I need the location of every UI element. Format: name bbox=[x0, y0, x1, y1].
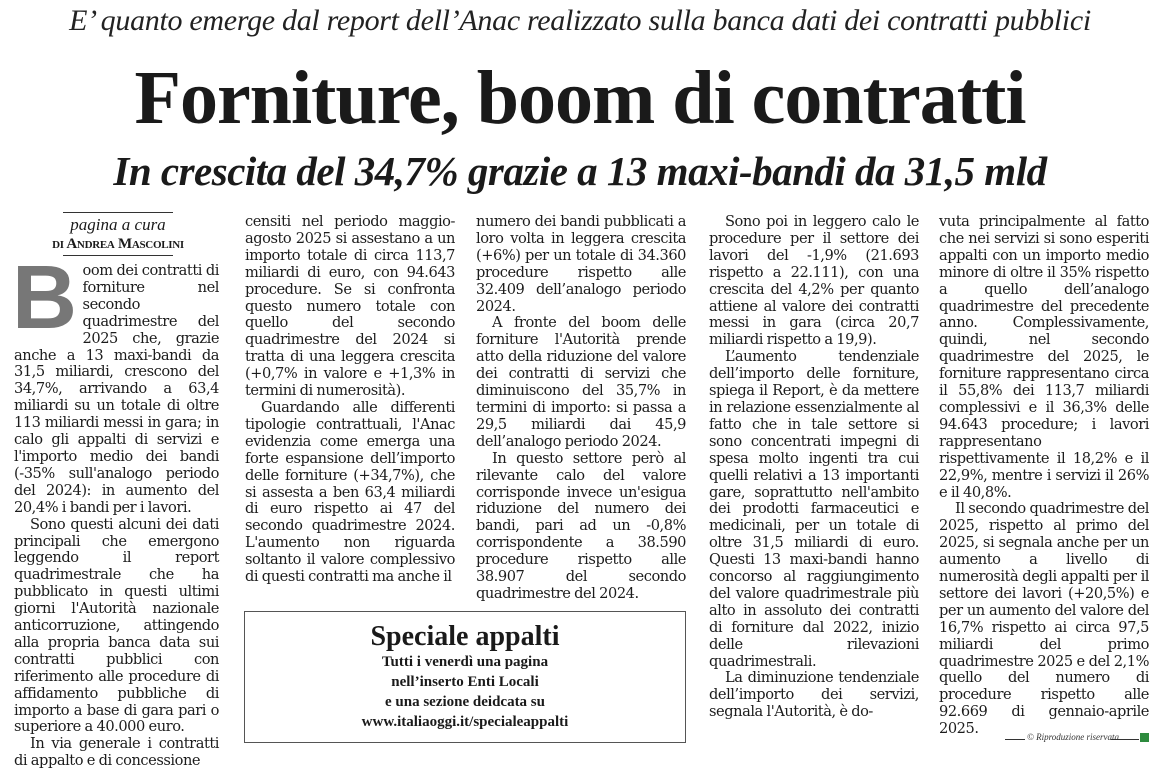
footer-rule bbox=[1111, 739, 1139, 740]
kicker: E’ quanto emerge dal report dell’Anac realizzato sulla banca dati dei contratti pubblici bbox=[69, 4, 1091, 37]
article-column-5 bbox=[939, 214, 1149, 738]
footer-rule bbox=[1005, 739, 1025, 740]
paragraph: vuta principalmente al fatto che nei servizi si sono esperiti appalti con un importo medio minore di oltre il 35% rispetto a quello dell’analogo quadrimestre del precedente anno. Complessivamente, quindi, nel secondo quadrimestre del 2025, le forniture rappresentano circa il 55,8% dei 113,7 miliardi complessivi e il 36,3% delle 94.643 procedure; i lavori rappresentano rispettivamente il 18,2% e il 22,9%, mentre i servizi il 26% e il 40,8%. bbox=[939, 213, 1149, 501]
paragraph: L’aumento tendenziale dell’importo delle forniture, spiega il Report, è da mettere in relazione essenzialmente al fatto che in tale settore si sono concentrati impegni di spesa molto ingenti tra cui quelli relativi a 13 importanti gare, soprattutto nell'ambito dei prodotti farmaceutici e medicinali, per un totale di oltre 31,5 miliardi di euro. Questi 13 maxi-bandi hanno concorso al raggiungimento del valore quadrimestrale più alto in assoluto dei contratti di forniture dal 2022, inizio delle rilevazioni quadrimestrali. bbox=[709, 348, 919, 670]
paragraph: In via generale i contratti di appalto e di concessione bbox=[14, 735, 219, 770]
promo-line: nell’inserto Enti Locali bbox=[391, 674, 539, 690]
paragraph: numero dei bandi pubblicati a loro volta in leggera crescita (+6%) per un totale di 34.360 procedure rispetto alle 32.409 dell’analogo periodo 2024. bbox=[476, 213, 686, 315]
end-mark-icon bbox=[1140, 733, 1149, 742]
headline: Forniture, boom di contratti bbox=[134, 56, 1026, 140]
paragraph: Sono poi in leggero calo le procedure per il settore dei lavori del -1,9% (21.693 rispetto a 22.111), con una crescita del 4,2% per quanto attiene al valore dei contratti messi in gara (circa 20,7 miliardi rispetto a 19,9). bbox=[709, 213, 919, 349]
article-column-1 bbox=[12, 248, 219, 770]
article-column-2 bbox=[245, 214, 455, 586]
byline-rule-bottom bbox=[63, 255, 173, 256]
paragraph: Guardando alle differenti tipologie contrattuali, l'Anac evidenzia come emerga una forte espansione dell’importo delle forniture (+34,7%), che si assesta a ben 63,4 miliardi di euro rispetto ai 47 del secondo quadrimestre 2024. L'aumento non riguarda soltanto il valore complessivo di questi contratti ma anche il bbox=[245, 398, 455, 586]
subheadline: In crescita del 34,7% grazie a 13 maxi-bandi da 31,5 mld bbox=[113, 148, 1047, 194]
paragraph: Il secondo quadrimestre del 2025, rispetto al primo del 2025, si segnala anche per un aumento a livello di numerosità degli appalti per il settore dei lavori (+20,5%) e per un aumento del valore del 16,7% rispetto ai circa 97,5 miliardi del primo quadrimestre 2025 e del 2,1% quello del numero di procedure rispetto alle 92.669 di gennaio-aprile 2025. bbox=[939, 500, 1149, 738]
paragraph: A fronte del boom delle forniture l'Autorità prende atto della riduzione del valore dei contratti di servizi che diminuiscono del 35,7% in termini di importo: si passa a 29,5 miliardi dai 45,9 dell’analogo periodo 2024. bbox=[476, 314, 686, 450]
promo-title: Speciale appalti bbox=[370, 621, 560, 652]
article-column-3 bbox=[476, 214, 686, 603]
promo-line: e una sezione deidcata su bbox=[384, 694, 545, 710]
copyright-footer bbox=[1005, 732, 1155, 746]
promo-line: Tutti i venerdì una pagina bbox=[381, 654, 549, 670]
paragraph: Boom dei contratti di forniture nel secondo quadrimestre del 2025 che, grazie anche a 13 maxi-bandi da 31,5 miliardi, crescono del 34,7%, arrivando a 63,4 miliardi su un totale di oltre 113 miliardi messi in gara; in calo gli appalti di servizi e l'importo medio dei bandi (-35% sull'analogo periodo del 2024): in aumento del 20,4% i bandi per i lavori. bbox=[12, 248, 219, 516]
paragraph: In questo settore però al rilevante calo del valore corrisponde invece un'esigua riduzione del numero dei bandi, pari ad un -0,8% corrispondente a 38.590 procedure rispetto alle 38.907 del secondo quadrimestre del 2024. bbox=[476, 449, 686, 602]
promo-box bbox=[244, 611, 686, 743]
drop-cap: B bbox=[12, 248, 77, 348]
article-column-4 bbox=[709, 214, 919, 721]
byline-rule-top bbox=[63, 212, 173, 213]
byline-label: pagina a cura bbox=[70, 215, 166, 234]
paragraph: censiti nel periodo maggio-agosto 2025 si assestano a un importo totale di circa 113,7 miliardi di euro, con 94.643 procedure. Se si confronta questo numero totale con quello del secondo quadrimestre del 2024 si tratta di una leggera crescita (+0,7% in valore e +1,3% in termini di numerosità). bbox=[245, 213, 455, 400]
byline-author: di Andrea Mascolini bbox=[52, 236, 184, 252]
promo-url[interactable]: www.italiaoggi.it/specialeappalti bbox=[361, 714, 569, 730]
copyright-notice: © Riproduzione riservata bbox=[1027, 732, 1119, 742]
paragraph: La diminuzione tendenziale dell’importo dei servizi, segnala l'Autorità, è do- bbox=[709, 669, 919, 721]
paragraph: Sono questi alcuni dei dati principali che emergono leggendo il report quadrimestrale che ha pubblicato in questi ultimi giorni l'Autorità nazionale anticorruzione, attingendo alla propria banca data sui contratti pubblici con riferimento alle procedure di affidamento pubbliche di importo a base di gara pari o superiore a 40.000 euro. bbox=[14, 515, 219, 736]
